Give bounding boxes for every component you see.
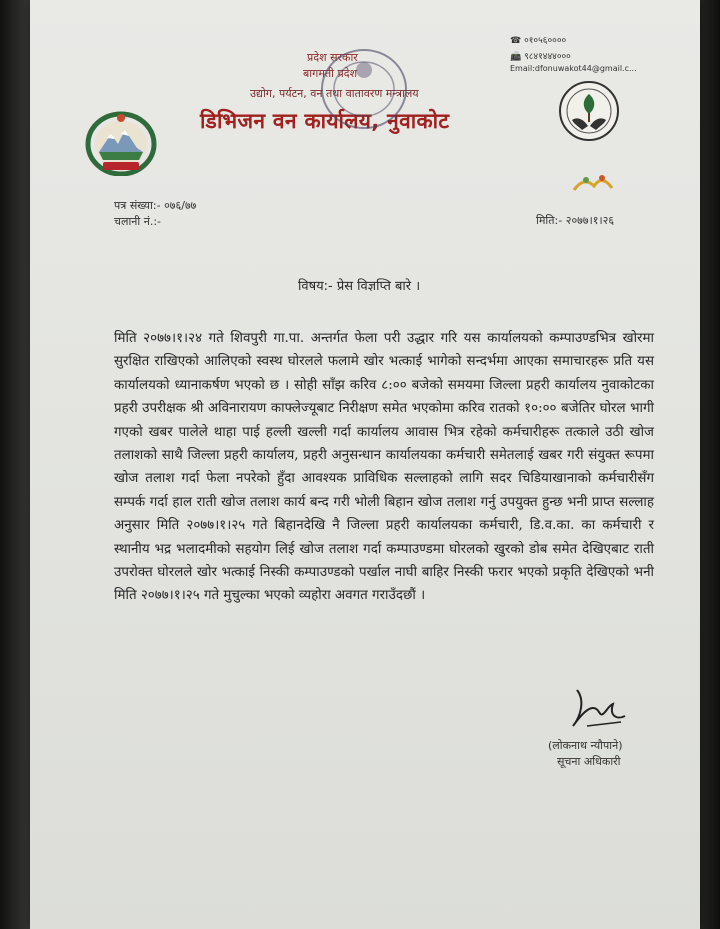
ministry-name: उद्योग, पर्यटन, वन तथा वातावरण मन्त्रालय [250, 87, 419, 100]
signatory-title: सूचना अधिकारी [557, 755, 621, 768]
office-title: डिभिजन वन कार्यालय, नुवाकोट [200, 109, 450, 133]
letter-body: मिति २०७७।१।२४ गते शिवपुरी गा.पा. अन्तर्गत फेला परी उद्धार गरि यस कार्यालयको कम्पाउण्डभित्र खोरमा सुरक्षित राखिएको आलिएको स्वस्थ घोरलले फलामे खोर भत्काई भागेको सन्दर्भमा आएका समाचारहरू प्रति यस कार्यालयको ध्यानाकर्षण भएको छ । सोही साँझ करिव ८:०० बजेको समयमा जिल्ला प्रहरी कार्यालय नुवाकोटका प्रहरी उपरीक्षक श्री अविनारायण काफ्लेज्यूबाट निरीक्षण समेत भएकोमा करिव रातको १०:०० बजेतिर घोरल भागी गएको खबर पालेले थाहा पाई हल्ली खल्ली गर्दा कार्यालय आवास भित्र रहेको कर्मचारीहरू तत्काले उठी खोज तलाशको साथै जिल्ला प्रहरी कार्यालय, प्रहरी अनुसन्धान कार्यालयका कर्मचारी समेतलाई खबर गरी संयुक्त रूपमा खोज तलाश गर्दा फेला नपरेको हुँदा आवश्यक प्राविधिक सल्लाहको लागि सदर चिडियाखानाको कर्मचारीसँग सम्पर्क गर्दा हाल राती खोज तलाश कार्य बन्द गरी भोली बिहान खोज तलाश गर्नु उपयुक्त हुन्छ भनी प्राप्त सल्लाह अनुसार मिति २०७७।१।२५ गते बिहानदेखि नै जिल्ला प्रहरी कार्यालयका कर्मचारी, डि.व.का. का कर्मचारी र स्थानीय भद्र भलादमीको सहयोग लिई खोज तलाश गर्दा कम्पाउण्डमा घोरलको खुरको डोब समेत देखिएबाट राती उपरोक्त घोरलले खोर भत्काई निस्की कम्पाउण्डको पर्खाल नाघी बाहिर निस्की फरार भएको प्रकृति देखिएको भनी मिति २०७७।१।२५ गते मुचुल्का भएको व्यहोरा अवगत गराउँदछौं । [114, 331, 654, 604]
government-line-2: बागमती प्रदेश [303, 67, 358, 80]
letter-reference-number: पत्र संख्या:- ०७६/७७ [114, 199, 197, 212]
government-line-1: प्रदेश सरकार [307, 51, 358, 64]
email-address: Email:dfonuwakot44@gmail.c... [510, 64, 637, 73]
nepal-emblem-icon [85, 108, 157, 176]
dispatch-number: चलानी नं.:- [114, 215, 162, 228]
letter-subject: विषय:- प्रेस विज्ञप्ति बारे । [298, 279, 421, 294]
nature-logo-icon [572, 170, 614, 194]
fax-number: 📠 ९८४१४४४००० [510, 52, 571, 62]
phone-number: ☎ ०१०५६०००० [510, 36, 567, 46]
office-stamp-icon [318, 46, 410, 132]
letter-date: मिति:- २०७७।१।२६ [536, 214, 615, 227]
forest-hands-logo-icon [558, 80, 620, 142]
signatory-name: (लोकनाथ न्यौपाने) [548, 739, 623, 752]
signature-icon [563, 682, 633, 734]
